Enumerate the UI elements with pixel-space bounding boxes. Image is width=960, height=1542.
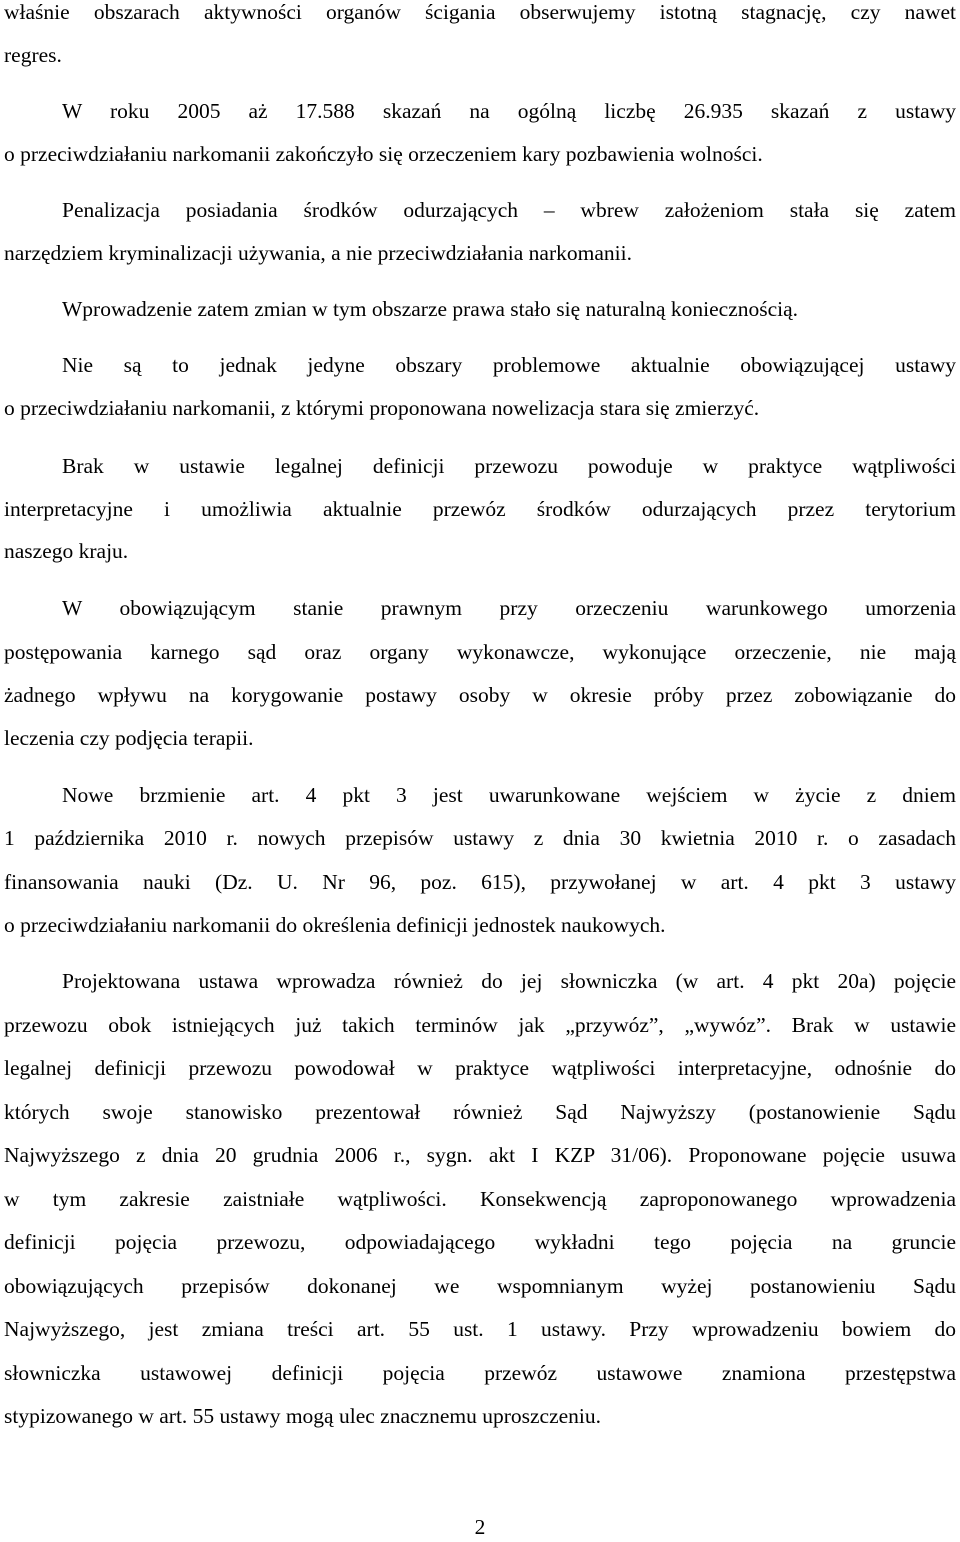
text-line: Najwyższego, jest zmiana treści art. 55 ust. 1 ustawy. Przy wprowadzeniu bowiem do xyxy=(4,1317,956,1341)
paragraph-start-line: W roku 2005 aż 17.588 skazań na ogólną liczbę 26.935 skazań z ustawy xyxy=(62,99,956,123)
paragraph-start-line: W obowiązującym stanie prawnym przy orzeczeniu warunkowego umorzenia xyxy=(62,596,956,620)
text-line: leczenia czy podjęcia terapii. xyxy=(4,726,254,750)
text-line: interpretacyjne i umożliwia aktualnie przewóz środków odurzających przez terytorium xyxy=(4,497,956,521)
text-line: w tym zakresie zaistniałe wątpliwości. Konsekwencją zaproponowanego wprowadzenia xyxy=(4,1187,956,1211)
text-line: których swoje stanowisko prezentował również Sąd Najwyższy (postanowienie Sądu xyxy=(4,1100,956,1124)
text-line: naszego kraju. xyxy=(4,539,129,563)
text-line: przewozu obok istniejących już takich terminów jak „przywóz”, „wywóz”. Brak w ustawie xyxy=(4,1013,956,1037)
text-line: o przeciwdziałaniu narkomanii do określenia definicji jednostek naukowych. xyxy=(4,913,666,937)
text-line: definicji pojęcia przewozu, odpowiadającego wykładni tego pojęcia na gruncie xyxy=(4,1230,956,1254)
paragraph-start-line: Nowe brzmienie art. 4 pkt 3 jest uwarunkowane wejściem w życie z dniem xyxy=(62,783,956,807)
text-line: żadnego wpływu na korygowanie postawy osoby w okresie próby przez zobowiązanie do xyxy=(4,683,956,707)
text-line: postępowania karnego sąd oraz organy wykonawcze, wykonujące orzeczenie, nie mają xyxy=(4,640,956,664)
paragraph-start-line: Wprowadzenie zatem zmian w tym obszarze prawa stało się naturalną koniecznością. xyxy=(62,297,799,321)
text-line: 1 października 2010 r. nowych przepisów ustawy z dnia 30 kwietnia 2010 r. o zasadach xyxy=(4,826,956,850)
text-line: właśnie obszarach aktywności organów ścigania obserwujemy istotną stagnację, czy nawet xyxy=(4,0,956,24)
text-line: obowiązujących przepisów dokonanej we wspomnianym wyżej postanowieniu Sądu xyxy=(4,1274,956,1298)
paragraph-start-line: Nie są to jednak jedyne obszary problemowe aktualnie obowiązującej ustawy xyxy=(62,353,956,377)
text-line: o przeciwdziałaniu narkomanii zakończyło się orzeczeniem kary pozbawienia wolności. xyxy=(4,142,763,166)
paragraph-start-line: Brak w ustawie legalnej definicji przewozu powoduje w praktyce wątpliwości xyxy=(62,454,956,478)
text-line: o przeciwdziałaniu narkomanii, z którymi proponowana nowelizacja stara się zmierzyć. xyxy=(4,396,760,420)
text-line: narzędziem kryminalizacji używania, a nie przeciwdziałania narkomanii. xyxy=(4,241,632,265)
text-line: Najwyższego z dnia 20 grudnia 2006 r., sygn. akt I KZP 31/06). Proponowane pojęcie usuwa xyxy=(4,1143,956,1167)
text-line: stypizowanego w art. 55 ustawy mogą ulec znacznemu uproszczeniu. xyxy=(4,1404,602,1428)
text-line: finansowania nauki (Dz. U. Nr 96, poz. 615), przywołanej w art. 4 pkt 3 ustawy xyxy=(4,870,956,894)
paragraph-start-line: Projektowana ustawa wprowadza również do jej słowniczka (w art. 4 pkt 20a) pojęcie xyxy=(62,969,956,993)
text-line: legalnej definicji przewozu powodował w praktyce wątpliwości interpretacyjne, odnośnie do xyxy=(4,1056,956,1080)
text-line: regres. xyxy=(4,43,62,67)
page-number: 2 xyxy=(474,1515,486,1539)
paragraph-start-line: Penalizacja posiadania środków odurzających – wbrew założeniom stała się zatem xyxy=(62,198,956,222)
text-line: słowniczka ustawowej definicji pojęcia przewóz ustawowe znamiona przestępstwa xyxy=(4,1361,956,1385)
